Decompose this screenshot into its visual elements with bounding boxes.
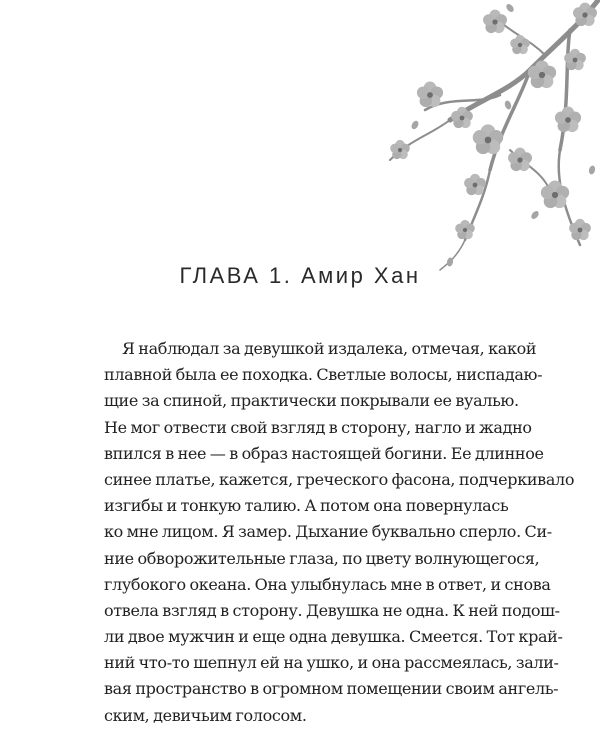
text-line: отвела взгляд в сторону. Девушка не одна. К ней подош- [104, 600, 560, 620]
text-line: глубокого океана. Она улыбнулась мне в ответ, и снова [104, 574, 551, 594]
text-line: ний что-то шепнул ей на ушко, и она рассмеялась, зали- [104, 653, 559, 673]
text-line: щие за спиной, практически покрывали ее вуалью. [104, 391, 519, 411]
text-line: ским, девичьим голосом. [104, 705, 307, 725]
text-line: Не мог отвести свой взгляд в сторону, нагло и жадно [104, 417, 532, 437]
text-line: ние обворожительные глаза, по цвету волнующегося, [104, 548, 540, 568]
text-line: Я наблюдал за девушкой издалека, отмечая, какой [122, 339, 537, 358]
text-line: синее платье, кажется, греческого фасона, подчеркивало [104, 469, 575, 489]
text-line: впился в нее — в образ настоящей богини. Ее длинное [104, 443, 544, 463]
text-line: вая пространство в огромном помещении своим ангель- [104, 679, 559, 699]
cherry-blossom-branch-icon [370, 0, 600, 280]
text-line: ли двое мужчин и еще одна девушка. Смеется. Тот край- [104, 627, 563, 647]
chapter-body-text [104, 336, 575, 729]
text-line: плавной была ее походка. Светлые волосы, ниспадаю- [104, 365, 543, 385]
chapter-title: ГЛАВА 1. Амир Хан [179, 263, 421, 288]
text-line: изгибы и тонкую талию. А потом она повернулась [104, 496, 509, 516]
text-line: ко мне лицом. Я замер. Дыхание буквально сперло. Си- [104, 522, 552, 542]
